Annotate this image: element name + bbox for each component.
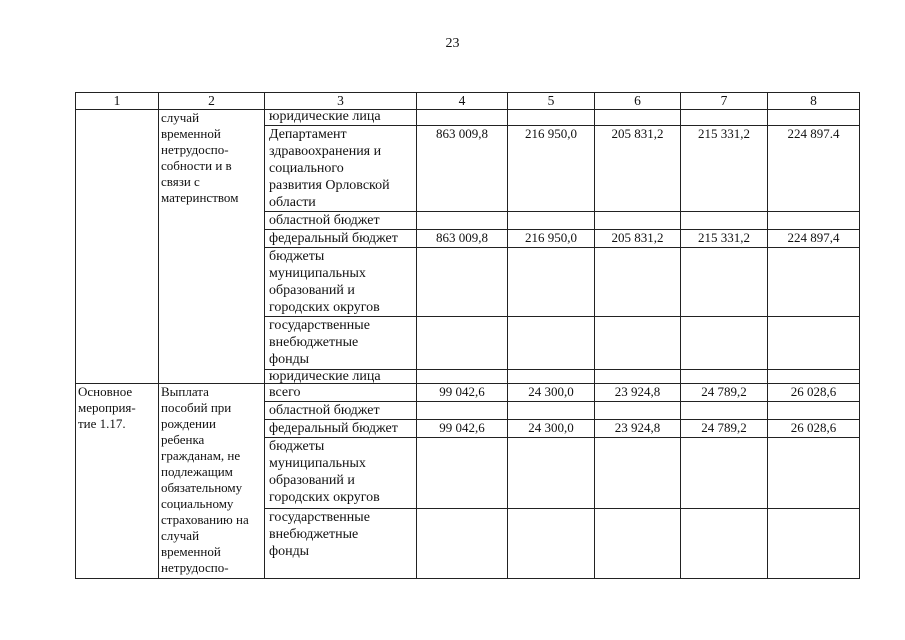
text-line: тие 1.17. (78, 416, 126, 431)
text-line: Департамент (269, 127, 347, 142)
funding-source (265, 212, 417, 230)
block1-col1 (76, 110, 159, 384)
value-cell: 24 300,0 (508, 384, 595, 402)
funding-source (265, 509, 417, 579)
value-cell: 215 331,2 (681, 126, 768, 212)
text-line: случай (161, 110, 200, 125)
header-cell: 3 (265, 93, 417, 110)
text-line: юридические лица (269, 369, 381, 384)
text-line: гражданам, не (161, 448, 241, 463)
text-line: бюджеты (269, 439, 325, 454)
text-line: фонды (269, 544, 310, 559)
funding-source (265, 438, 417, 509)
text-line: обязательному (161, 480, 243, 495)
value-cell: 863 009,8 (417, 126, 508, 212)
header-cell: 8 (768, 93, 860, 110)
page-number: 23 (445, 36, 460, 51)
text-line: государственные (269, 510, 370, 525)
value-cell: 24 300,0 (508, 420, 595, 438)
header-row (76, 93, 860, 110)
text-line: городских округов (269, 300, 380, 315)
text-line: областной бюджет (269, 213, 380, 228)
text-line: городских округов (269, 490, 380, 505)
text-line: развития Орловской (269, 178, 390, 193)
text-line: всего (269, 385, 301, 400)
text-line: внебюджетные (269, 335, 359, 350)
value-cell: 99 042,6 (417, 420, 508, 438)
value-cell: 205 831,2 (595, 230, 681, 248)
value-cell: 224 897.4 (768, 126, 860, 212)
text-line: области (269, 195, 316, 210)
text-line: государственные (269, 318, 370, 333)
text-line: случай (161, 528, 200, 543)
text-line: рождении (161, 416, 216, 431)
funding-source (265, 317, 417, 370)
text-line: подлежащим (161, 464, 233, 479)
block2-measure-code (76, 384, 159, 579)
value-cell: 23 924,8 (595, 420, 681, 438)
text-line: федеральный бюджет (269, 231, 398, 246)
text-line: социальному (161, 496, 234, 511)
text-line: Выплата (161, 384, 209, 399)
value-cell: 26 028,6 (768, 420, 860, 438)
text-line: Основное (78, 384, 133, 399)
text-line: образований и (269, 283, 355, 298)
table-row (76, 384, 860, 402)
text-line: фонды (269, 352, 310, 367)
funding-source (265, 230, 417, 248)
funding-source (265, 420, 417, 438)
funding-source (265, 248, 417, 317)
text-line: социального (269, 161, 344, 176)
text-line: областной бюджет (269, 403, 380, 418)
text-line: страхованию на (161, 512, 249, 527)
text-line: материнством (161, 190, 239, 205)
value-cell: 216 950,0 (508, 230, 595, 248)
value-cell: 224 897,4 (768, 230, 860, 248)
text-line: временной (161, 544, 221, 559)
header-cell: 7 (681, 93, 768, 110)
text-line: нетрудоспо- (161, 560, 229, 575)
header-cell: 5 (508, 93, 595, 110)
text-line: временной (161, 126, 221, 141)
table-row (76, 110, 860, 126)
header-cell: 1 (76, 93, 159, 110)
value-cell: 205 831,2 (595, 126, 681, 212)
funding-source (265, 126, 417, 212)
value-cell: 863 009,8 (417, 230, 508, 248)
text-line: связи с (161, 174, 200, 189)
block1-measure-name (159, 110, 265, 384)
text-line: собности и в (161, 158, 232, 173)
value-cell: 26 028,6 (768, 384, 860, 402)
text-line: юридические лица (269, 109, 381, 124)
funding-source (265, 370, 417, 384)
value-cell: 216 950,0 (508, 126, 595, 212)
value-cell: 215 331,2 (681, 230, 768, 248)
text-line: федеральный бюджет (269, 421, 398, 436)
header-cell: 2 (159, 93, 265, 110)
funding-source (265, 384, 417, 402)
block2-measure-name (159, 384, 265, 579)
budget-table (75, 92, 860, 579)
value-cell: 99 042,6 (417, 384, 508, 402)
text-line: внебюджетные (269, 527, 359, 542)
text-line: пособий при (161, 400, 232, 415)
text-line: нетрудоспо- (161, 142, 229, 157)
header-cell: 4 (417, 93, 508, 110)
funding-source (265, 402, 417, 420)
text-line: мероприя- (78, 400, 136, 415)
value-cell: 24 789,2 (681, 420, 768, 438)
text-line: здравоохранения и (269, 144, 382, 159)
header-cell: 6 (595, 93, 681, 110)
text-line: муниципальных (269, 266, 366, 281)
text-line: ребенка (161, 432, 205, 447)
text-line: бюджеты (269, 249, 325, 264)
value-cell: 24 789,2 (681, 384, 768, 402)
text-line: муниципальных (269, 456, 366, 471)
funding-source (265, 110, 417, 126)
text-line: образований и (269, 473, 355, 488)
value-cell: 23 924,8 (595, 384, 681, 402)
